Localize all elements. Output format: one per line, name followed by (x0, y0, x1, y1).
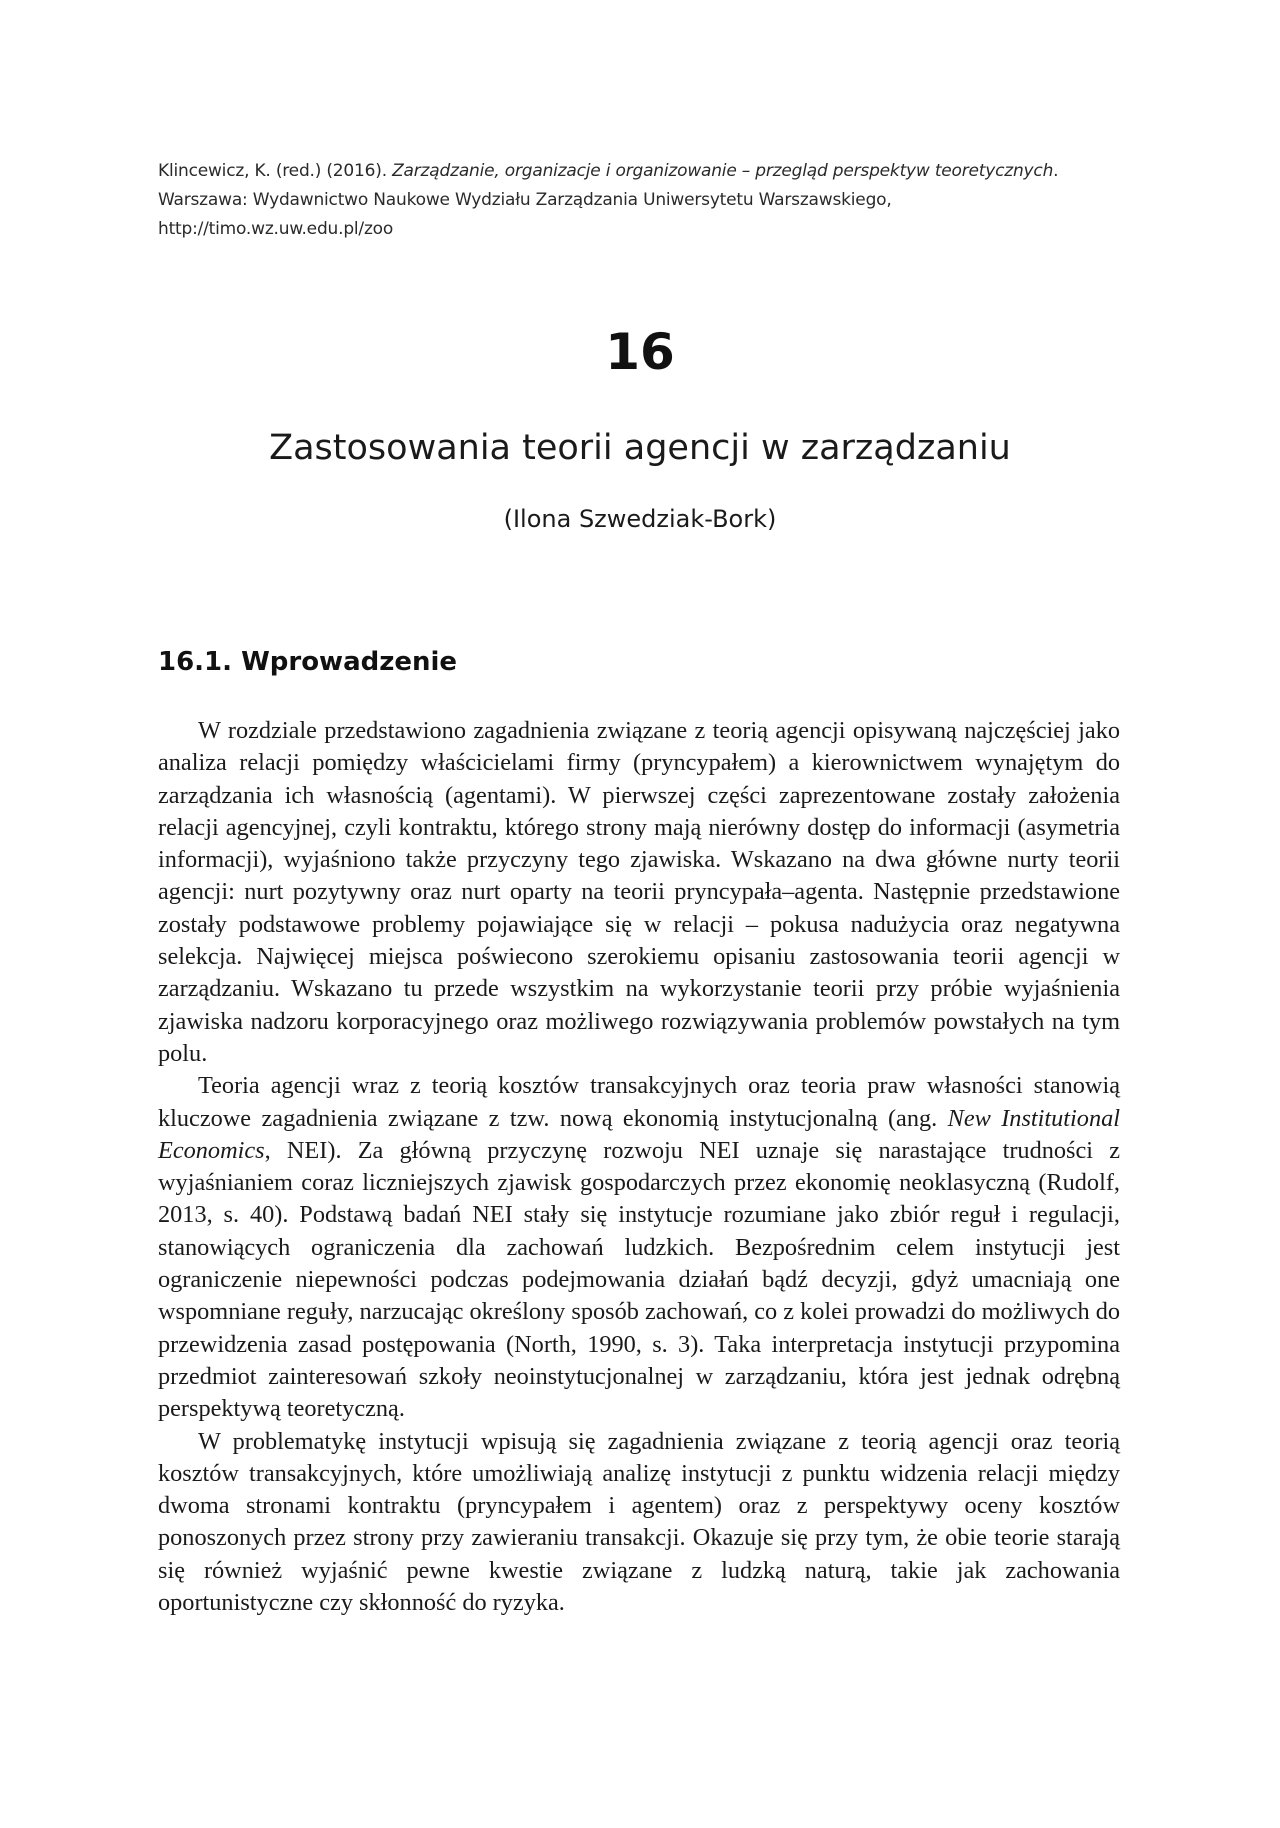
citation-book-title: Zarządzanie, organizacje i organizowanie – przegląd perspektyw teoretycznych (392, 161, 1054, 181)
paragraph-2-italic-term: New Institutional Economics (158, 1104, 1121, 1164)
chapter-title: Zastosowania teorii agencji w zarządzaniu (269, 428, 1011, 468)
section-heading: 16.1. Wprowadzenie (158, 647, 458, 677)
chapter-number: 16 (605, 323, 675, 381)
paragraph-3: W problematykę instytucji wpisują się zagadnienia związane z teorią agencji oraz teorią kosztów transakcyjnych, które umożliwiają analizę instytucji z punktu widzenia relacji między dwoma stronami kontraktu (pryncypałem i agentem) oraz z perspektywy oceny kosztów ponoszonych przez strony przy zawieraniu transakcji. Okazuje się przy tym, że obie teorie starają się również wyjaśnić pewne kwestie związane z ludzką naturą, takie jak zachowania oportunistyczne czy skłonność do ryzyka. (158, 1427, 1120, 1617)
paragraph-1: W rozdziale przedstawiono zagadnienia związane z teorią agencji opisywaną najczęściej jako analiza relacji pomiędzy właścicielami firmy (pryncypałem) a kierownictwem wynajętym do zarządzania ich własnością (agentami). W pierwszej części zaprezentowane zostały założenia relacji agencyjnej, czyli kontraktu, którego strony mają nierówny dostęp do informacji (asymetria informacji), wyjaśniono także przyczyny tego zjawiska. Wskazano na dwa główne nurty teorii agencji: nurt pozytywny oraz nurt oparty na teorii pryncypała–agenta. Następnie przedstawione zostały podstawowe problemy pojawiające się w relacji – pokusa nadużycia oraz negatywna selekcja. Najwięcej miejsca poświecono szerokiemu opisaniu zastosowania teorii agencji w zarządzaniu. Wskazano tu przede wszystkim na wykorzystanie teorii przy próbie wyjaśnienia zjawiska nadzoru korporacyjnego oraz możliwego rozwiązywania problemów powstałych na tym polu. (158, 717, 1120, 1067)
citation-publisher: . Warszawa: Wydawnictwo Naukowe Wydziału Zarządzania Uniwersytetu Warszawskiego, http://timo.wz.uw.edu.pl/zoo (158, 161, 1059, 239)
paragraph-2 (158, 1070, 1120, 1425)
citation-header (158, 157, 1118, 244)
paragraph-2-start: Teoria agencji wraz z teorią kosztów transakcyjnych oraz teoria praw własności stanowią kluczowe zagadnienia związane z tzw. nową ekonomią instytucjonalną (ang. (158, 1072, 1120, 1132)
paragraph-2-end: , NEI). Za główną przyczynę rozwoju NEI uznaje się narastające trudności z wyjaśnianiem coraz liczniejszych zjawisk gospodarczych przez ekonomię neoklasyczną (Rudolf, 2013, s. 40). Podstawą badań NEI stały się instytucje rozumiane jako zbiór reguł i regulacji, stanowiących ograniczenia dla zachowań ludzkich. Bezpośrednim celem instytucji jest ograniczenie niepewności podczas podejmowania działań bądź decyzji, gdyż umacniają one wspomniane reguły, narzucając określony sposób zachowań, co z kolei prowadzi do możliwych do przewidzenia zasad postępowania (North, 1990, s. 3). Taka interpretacja instytucji przypomina przedmiot zainteresowań szkoły neoinstytucjonalnej w zarządzaniu, która jest jednak odrębną perspektywą teoretyczną. (158, 1136, 1120, 1423)
chapter-author: (Ilona Szwedziak-Bork) (503, 505, 777, 533)
citation-authors: Klincewicz, K. (red.) (2016). (158, 161, 393, 181)
body-text (158, 715, 1120, 1619)
